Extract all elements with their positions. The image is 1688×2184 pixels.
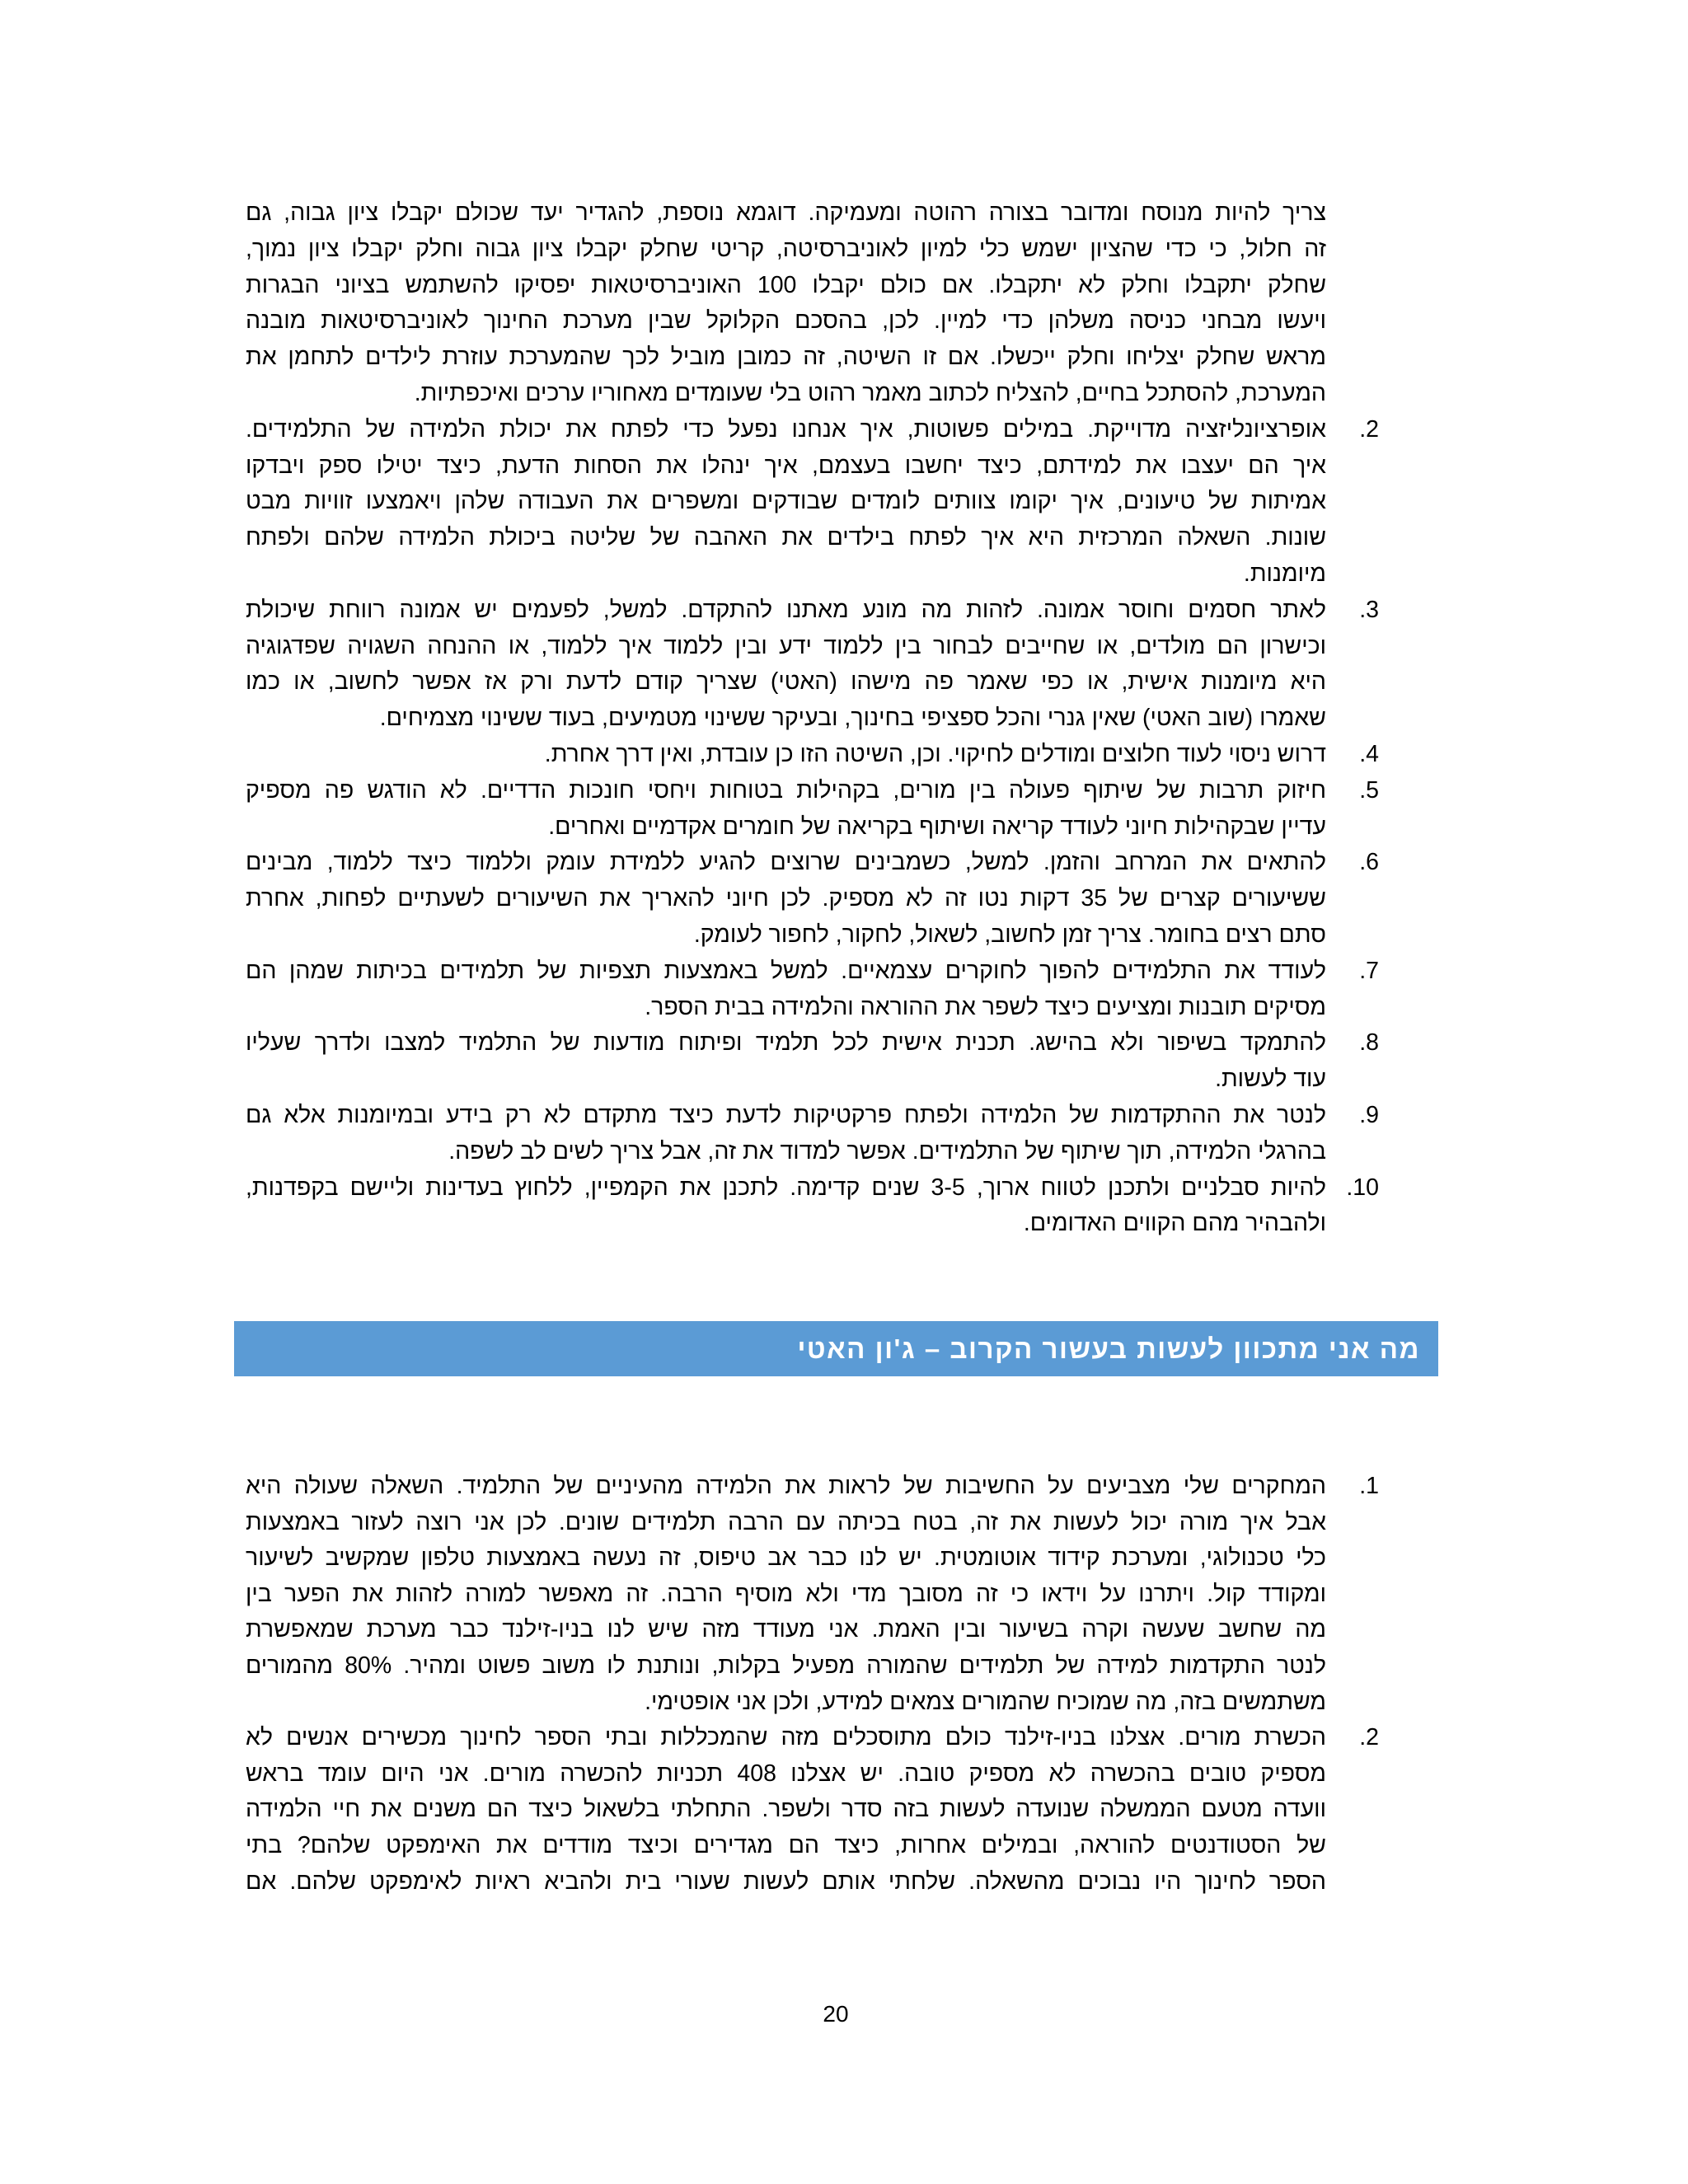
- list-item: [246, 954, 1379, 1026]
- list-number: 4.: [1359, 740, 1379, 767]
- list-item: [246, 773, 1379, 846]
- list-item: [246, 737, 1379, 773]
- text-line: עדיין שבקהילות חיוני לעודד קריאה ושיתוף בקריאה של חומרים אקדמיים ואחרים.: [548, 813, 1326, 840]
- text-line: עוד לעשות.: [1215, 1066, 1326, 1093]
- text-line: הכשרת מורים. אצלנו בניו-זילנד כולם מתוסכלים מזה שהמכללות ובתי הספר לחינוך מכשירים אנשים לא: [246, 1724, 1326, 1751]
- text-line: כלי טכנולוגי, ומערכת קידוד אוטומטית. יש לנו כבר אב טיפוס, זה נעשה באמצעות טלפון שמקשיב לשיעור: [246, 1544, 1326, 1572]
- text-line: לאתר חסמים וחוסר אמונה. לזהות מה מונע מאתנו להתקדם. למשל, לפעמים יש אמונה רווחת שיכולת: [246, 596, 1326, 623]
- text-line: ולהבהיר מהם הקווים האדומים.: [1023, 1210, 1326, 1237]
- text-line: לעודד את התלמידים להפוך לחוקרים עצמאיים. למשל באמצעות תצפיות של תלמידים בכיתות שמהן הם: [246, 957, 1326, 984]
- text-line: מיומנות.: [1243, 560, 1326, 587]
- list-number: 2.: [1359, 1724, 1379, 1751]
- list-number: 9.: [1359, 1101, 1379, 1128]
- text-line: אופרציונליזציה מדוייקת. במילים פשוטות, איך אנחנו נפעל כדי לפתח את יכולת הלמידה של התלמידים.: [246, 415, 1326, 443]
- text-line: בהרגלי הלמידה, תוך שיתוף של התלמידים. אפשר למדוד את זה, אבל צריך לשים לב לשפה.: [448, 1137, 1326, 1165]
- text-line: מסיקים תובנות ומציעים כיצד לשפר את ההוראה והלמידה בבית הספר.: [645, 993, 1326, 1020]
- text-line: דרוש ניסוי לעוד חלוצים ומודלים לחיקוי. וכן, השיטה הזו כן עובדת, ואין דרך אחרת.: [544, 740, 1326, 767]
- list-number: 10.: [1346, 1174, 1379, 1201]
- text-line: איך הם יעצבו את למידתם, כיצד יחשבו בעצמם, איך ינהלו את הסחות הדעת, כיצד יטילו ספק ויבדקו: [246, 452, 1326, 479]
- text-line: ששיעורים קצרים של 35 דקות נטו זה לא מספיק. לכן חיוני להאריך את השיעורים לשעתיים לפחות, אחרת: [246, 885, 1326, 912]
- page-number: 20: [823, 2001, 849, 2027]
- text-line: שאמרו (שוב האטי) שאין גנרי והכל ספציפי בחינוך, ובעיקר ששינוי מטמיעים, בעוד ששינוי מצמיחים.: [379, 705, 1326, 732]
- list-number: 8.: [1359, 1029, 1379, 1057]
- text-line: ויעשו מבחני כניסה משלהן כדי למיין. לכן, בהסכם הקלוקל שבין מערכת החינוך לאוניברסיטאות מובנה: [246, 307, 1326, 335]
- numbered-list: [246, 195, 1379, 1242]
- text-line: המערכת, להסתכל בחיים, להצליח לכתוב מאמר רהוט בלי שעומדים מאחוריו ערכים ואיכפתיות.: [414, 379, 1326, 406]
- text-line: שונות. השאלה המרכזית היא איך לפתח בילדים את האהבה של שליטה ביכולת הלמידה שלהם ולפתח: [246, 524, 1326, 551]
- text-line: ומקודד קול. ויתרנו על וידאו כי זה מסובך מדי ולא מוסיף הרבה. זה מאפשר למורה לזהות את הפער בין: [246, 1580, 1326, 1607]
- text-line: להתאים את המרחב והזמן. למשל, כשמבינים שרוצים להגיע ללמידת עומק וללמוד כיצד ללמוד, מבינים: [246, 849, 1326, 876]
- text-line: מראש שחלק יצליחו וחלק ייכשלו. אם זו השיטה, זה כמובן מוביל לכך שהמערכת עוזרת לילדים לתחמן את: [246, 344, 1326, 371]
- text-line: אמיתות של טיעונים, איך יקומו צוותים לומדים שבודקים ומשפרים את העבודה שלהן ויאמצעו זוויות מבט: [246, 488, 1326, 515]
- text-line: שחלק יתקבלו וחלק לא יתקבלו. אם כולם יקבלו 100 האוניברסיטאות יפסיקו להשתמש בציוני הבגרות: [246, 271, 1327, 298]
- text-line: היא מיומנות אישית, או כפי שאמר פה מישהו (האטי) שצריך קודם לדעת ורק אז אפשר לחשוב, או כמו: [246, 668, 1326, 696]
- list-number: 7.: [1359, 957, 1379, 984]
- section-heading-bar: [234, 1321, 1438, 1376]
- list-number: 3.: [1359, 596, 1379, 623]
- text-line: צריך להיות מנוסח ומדובר בצורה רהוטה ומעמיקה. דוגמא נוספת, להגדיר יעד שכולם יקבלו ציון גבוה, גם: [246, 199, 1326, 226]
- numbered-list: [246, 1469, 1379, 1900]
- text-line: מה שחשב שעשה וקרה בשיעור ובין האמת. אני מעודד מזה שיש לנו בניו-זילנד כבר מערכת שמאפשרת: [246, 1616, 1326, 1643]
- text-line: להתמקד בשיפור ולא בהישג. תכנית אישית לכל תלמיד ופיתוח מודעות של התלמיד למצבו ולדרך שעליו: [246, 1029, 1326, 1057]
- text-line: הספר לחינוך היו נבוכים מהשאלה. שלחתי אותם לעשות שעורי בית ולהביא ראיות לאימפקט שלהם. אם: [246, 1868, 1326, 1895]
- text-line: וועדה מטעם הממשלה שנועדה לעשות בזה סדר ולשפר. התחלתי בלשאול כיצד הם משנים את חיי הלמידה: [246, 1796, 1326, 1823]
- text-line: המחקרים שלי מצביעים על החשיבות של לראות את הלמידה מהעיניים של התלמיד. השאלה שעולה היא: [246, 1473, 1326, 1499]
- text-line: סתם רצים בחומר. צריך זמן לחשוב, לשאול, לחקור, לחפור לעומק.: [693, 921, 1326, 948]
- list-number: 5.: [1359, 776, 1379, 804]
- list-item: [246, 845, 1379, 953]
- list-item: [246, 1170, 1379, 1243]
- paragraph-continuation: [246, 195, 1326, 412]
- text-line: של הסטודנטים להוראה, ובמילים אחרות, כיצד הם מגדירים וכיצד מודדים את האימפקט שלהם? בתי: [246, 1831, 1326, 1858]
- list-number: 2.: [1359, 415, 1379, 443]
- text-line: זה חלול, כי כדי שהציון ישמש כלי למיון לאוניברסיטה, קריטי שחלק יקבלו ציון גבוה וחלק יקבלו ציון נמוך,: [246, 235, 1326, 262]
- text-line: לנטר התקדמות למידה של תלמידים שהמורה מפעיל בקלות, ונותנת לו משוב פשוט ומהיר. 80% מהמורים: [246, 1652, 1326, 1679]
- text-line: וכישרון הם מולדים, או שחייבים לבחור בין ללמוד ידע ובין ללמוד איך ללמוד, או ההנחה השגויה שפדגוגיה: [246, 632, 1326, 659]
- text-line: להיות סבלניים ולתכנן לטווח ארוך, 3-5 שנים קדימה. לתכנן את הקמפיין, ללחוץ בעדינות וליישם בקפדנות,: [246, 1174, 1326, 1201]
- list-number: 1.: [1359, 1473, 1379, 1499]
- text-line: לנטר את ההתקדמות של הלמידה ולפתח פרקטיקות לדעת כיצד מתקדם לא רק בידע ובמיומנות אלא גם: [246, 1101, 1326, 1128]
- list-item: [246, 412, 1379, 593]
- list-item: [246, 1098, 1379, 1170]
- list-item: [246, 593, 1379, 737]
- text-line: אבל איך מורה יכול לעשות את זה, בטח בכיתה עם הרבה תלמידים שונים. לכן אני רוצה לעזור באמצעות: [246, 1508, 1326, 1535]
- text-line: חיזוק תרבות של שיתוף פעולה בין מורים, בקהילות בטוחות ויחסי חונכות הדדיים. לא הודגש פה מספיק: [246, 776, 1326, 804]
- list-item: [246, 1025, 1379, 1098]
- text-line: משתמשים בזה, מה שמוכיח שהמורים צמאים למידע, ולכן אני אופטימי.: [645, 1688, 1326, 1715]
- list-item: [246, 1469, 1379, 1720]
- list-item: [246, 1720, 1379, 1900]
- text-line: מספיק טובים בהכשרה לא מספיק טובה. יש אצלנו 408 תכניות להכשרה מורים. אני היום עומד בראש: [246, 1760, 1326, 1787]
- section-heading: מה אני מתכוון לעשות בעשור הקרוב – ג'ון האטי: [797, 1333, 1420, 1364]
- list-number: 6.: [1359, 849, 1379, 876]
